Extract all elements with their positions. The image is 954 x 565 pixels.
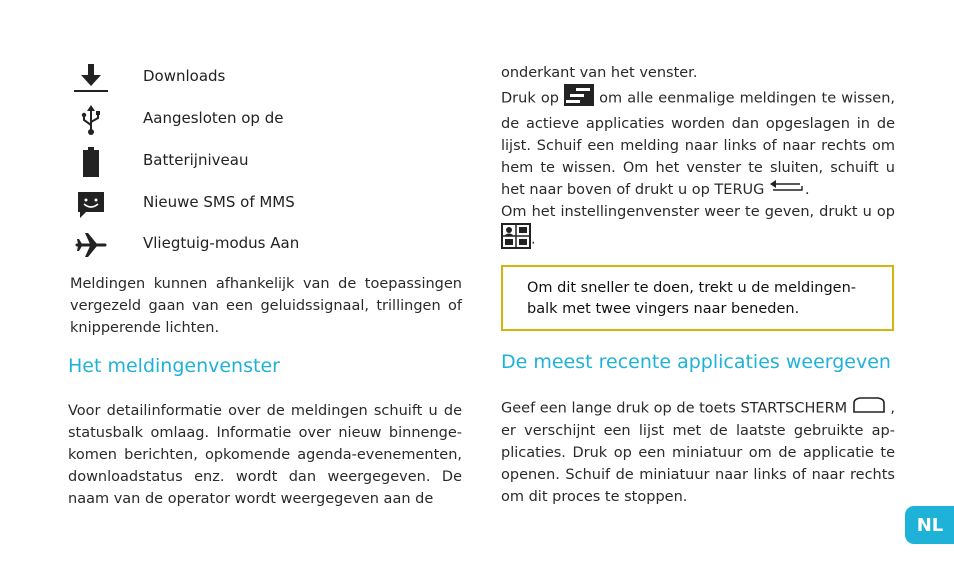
back-icon xyxy=(769,179,805,201)
section-heading-notifications: Het meldingenvenster xyxy=(68,355,280,377)
home-icon xyxy=(852,397,886,420)
icon-row-battery xyxy=(70,145,470,179)
section-heading-recent-apps: De meest recente applicaties weergeven xyxy=(501,351,891,373)
icon-row-downloads xyxy=(70,61,470,95)
battery-icon xyxy=(70,145,112,179)
icon-row-usb xyxy=(70,103,470,137)
text: Druk op xyxy=(501,90,559,107)
clear-notifications-paragraph xyxy=(501,84,895,201)
icon-label: Batterijniveau xyxy=(143,151,249,169)
tip-box xyxy=(501,265,894,331)
intro-paragraph: Meldingen kunnen afhankelijk van de toepassingen vergezeld gaan van een geluidssignaal, trillingen of knipperende lichten. xyxy=(70,276,462,336)
notifications-paragraph: Voor detailinformatie over de meldingen schuift u de statusbalk omlaag. Informatie over nieuw binnenge-komen berichten, opkomende agenda-evenementen, downloadstatus enz. wordt dan weergegeven. De naam van de operator wordt weergegeven aan de xyxy=(68,403,462,507)
icon-label: Aangesloten op de xyxy=(143,109,284,127)
recent-apps-paragraph xyxy=(501,397,895,508)
text: , er verschijnt een lijst met de laatste gebruikte ap-plicaties. Druk op een miniatuur om de applicatie te openen. Schuif de miniatuur naar links of naar rechts om dit proces te stoppen. xyxy=(501,400,896,505)
text: Om het instellingenvenster weer te geven, drukt u op xyxy=(501,204,895,220)
usb-icon xyxy=(70,103,112,137)
settings-paragraph xyxy=(501,201,895,256)
clear-all-icon xyxy=(564,84,594,113)
download-icon xyxy=(70,61,112,95)
airplane-icon xyxy=(70,228,112,262)
icon-row-airplane xyxy=(70,228,470,262)
icon-row-sms xyxy=(70,187,470,221)
settings-icon xyxy=(501,223,531,256)
icon-label: Vliegtuig-modus Aan xyxy=(143,234,300,252)
text: . xyxy=(531,231,536,248)
right-column-text xyxy=(501,62,895,256)
text: . xyxy=(804,182,810,198)
text: Geef een lange druk op de toets STARTSCHERM xyxy=(501,400,848,417)
language-tab: NL xyxy=(905,506,954,544)
sms-icon xyxy=(70,187,112,221)
icon-label: Downloads xyxy=(143,67,226,85)
continuation-line: onderkant van het venster. xyxy=(501,65,698,81)
text: om alle eenmalige meldingen te wissen, de actieve applicaties worden dan opgeslagen in de lijst. Schuif een melding naar links of naar rechts om hem te wissen. Om het venster te sluiten, schuift u het naar boven of drukt u op TERUG xyxy=(501,90,896,198)
tip-text: Om dit sneller te doen, trekt u de meldingen-balk met twee vingers naar beneden. xyxy=(527,280,857,317)
icon-label: Nieuwe SMS of MMS xyxy=(143,193,295,211)
